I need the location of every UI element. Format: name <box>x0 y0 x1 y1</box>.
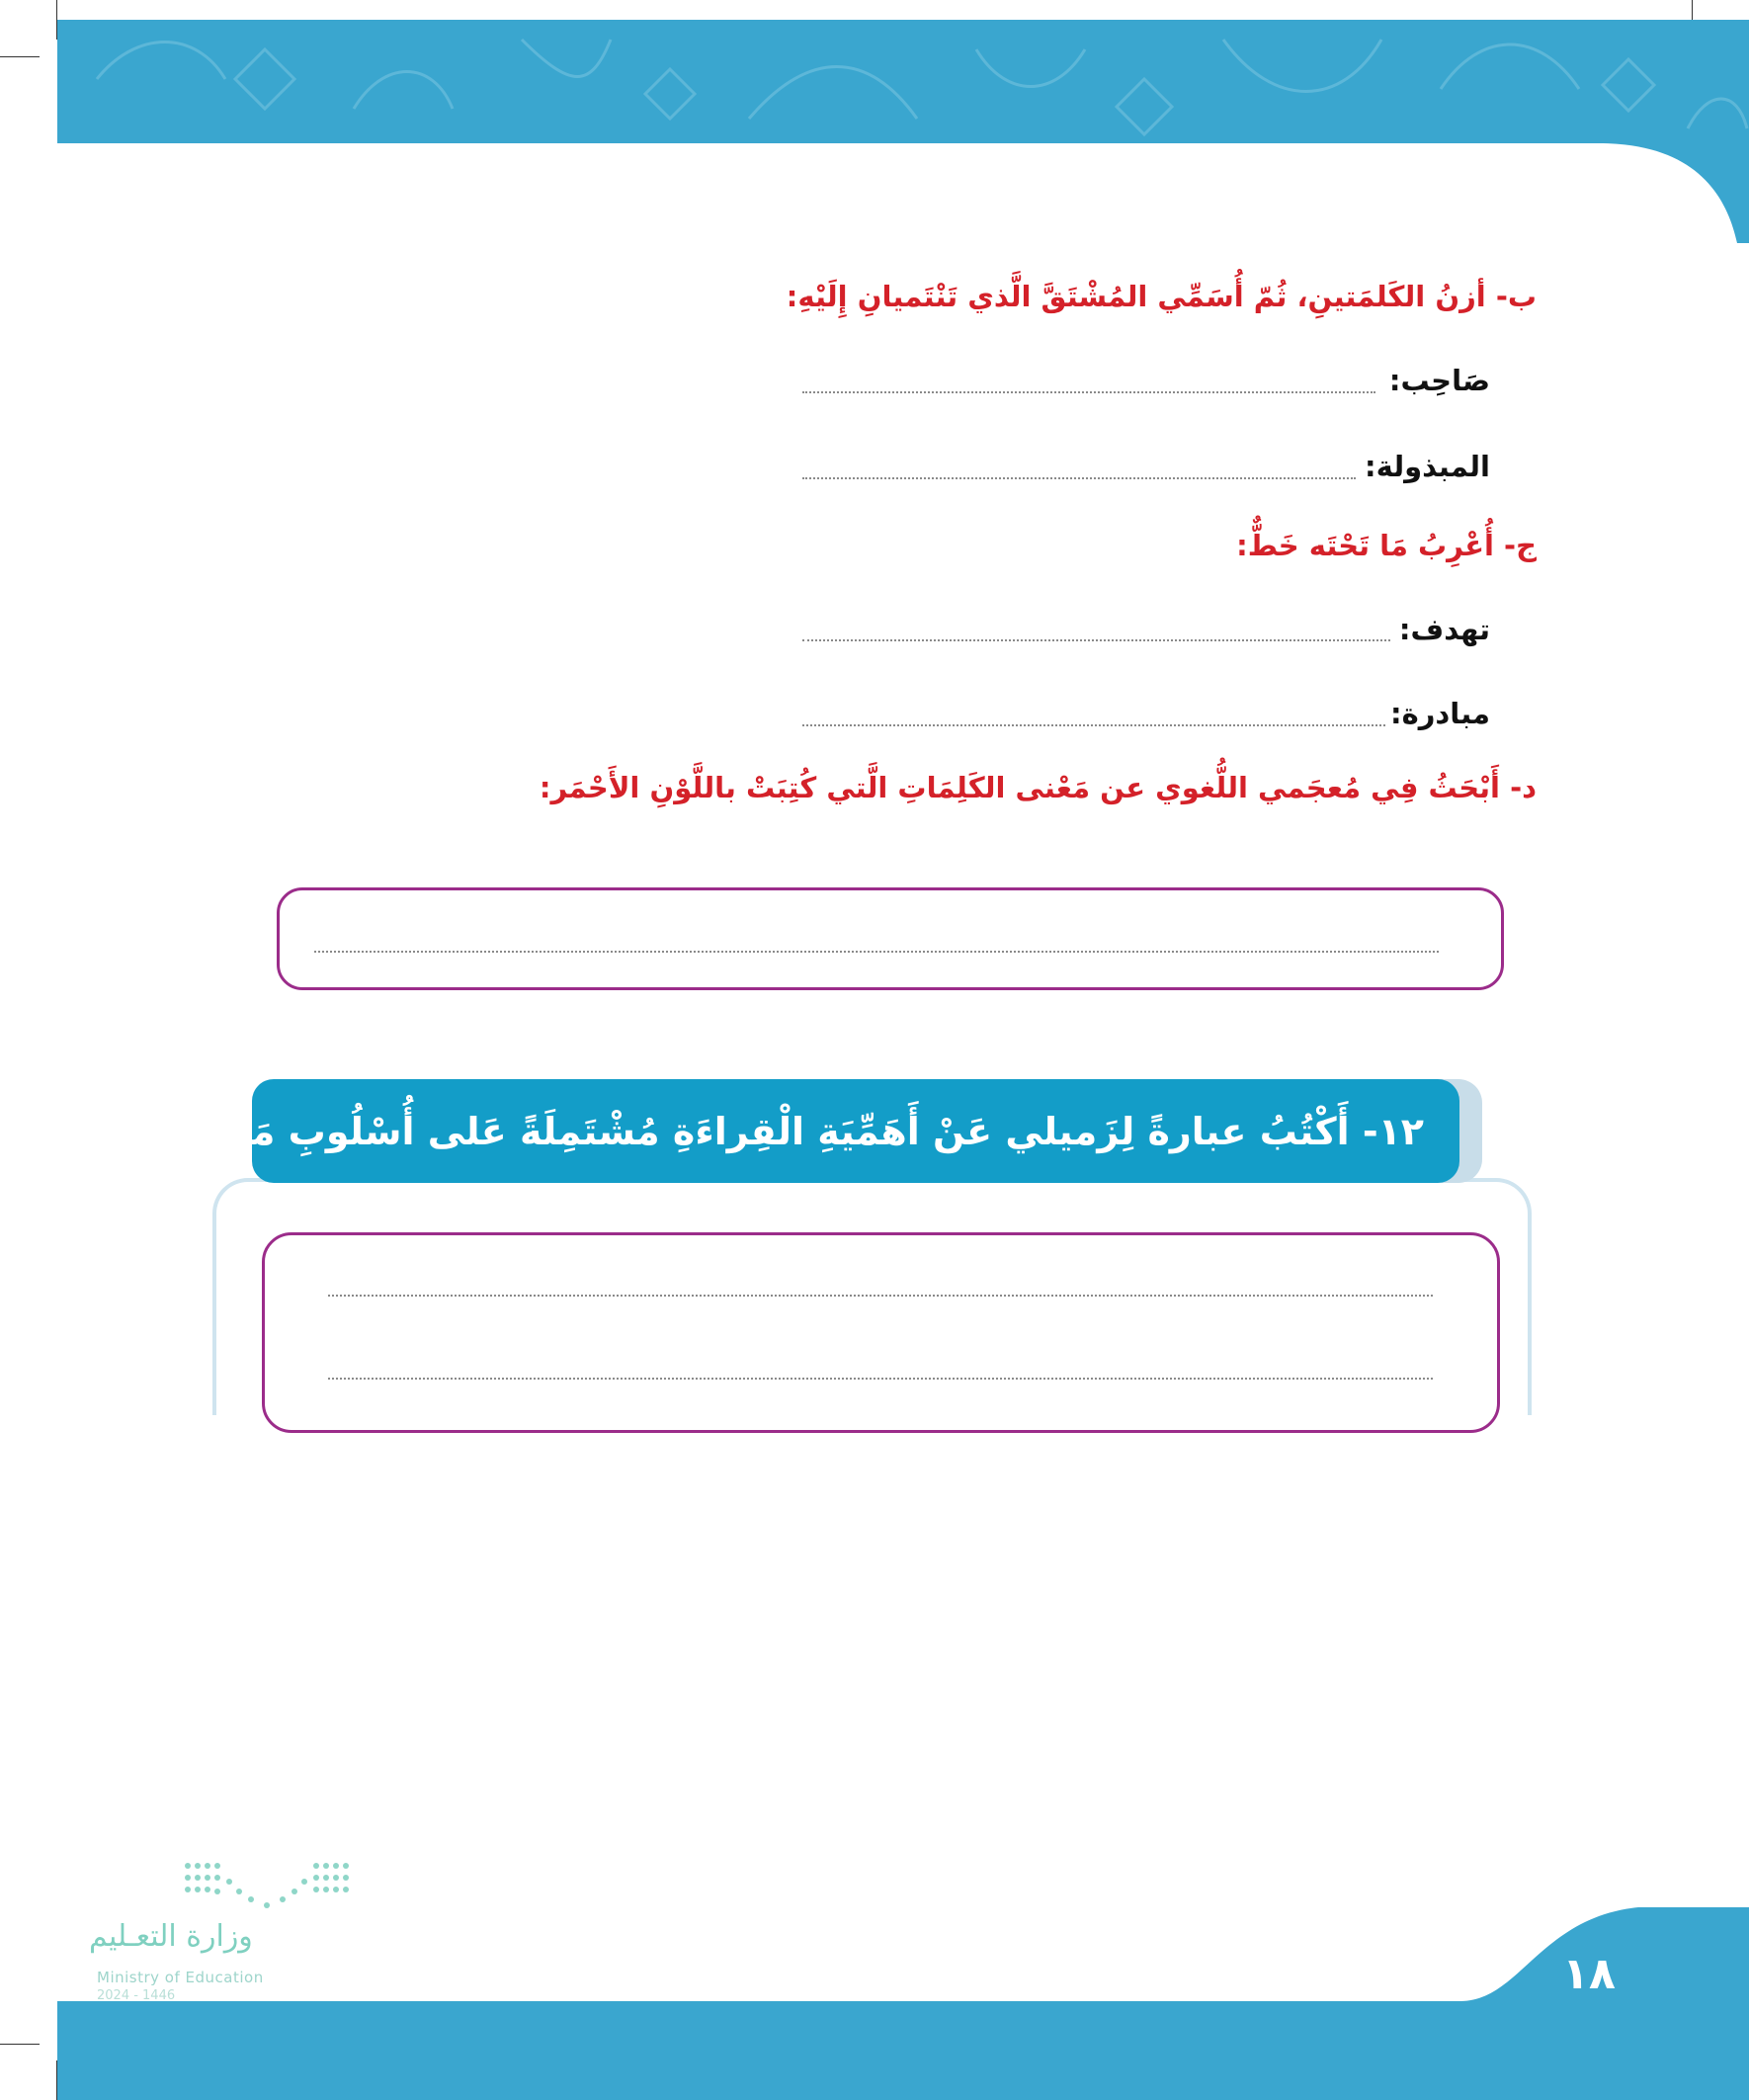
answer-line[interactable] <box>802 639 1390 641</box>
ministry-name-english: Ministry of Education <box>97 1969 264 1986</box>
header-banner <box>57 20 1749 243</box>
answer-line[interactable] <box>802 477 1356 479</box>
item-b-prompt: ب- أزنُ الكَلمَتينِ، ثُمّ أُسَمِّي المُشْتَقَّ الَّذي تَنْتَميانِ إِلَيْهِ: <box>786 280 1537 313</box>
ministry-year: 2024 - 1446 <box>97 1988 176 2003</box>
crop-mark <box>0 56 40 57</box>
answer-box <box>262 1232 1500 1433</box>
answer-line[interactable] <box>802 724 1385 726</box>
answer-line[interactable] <box>314 951 1439 953</box>
answer-line[interactable] <box>328 1378 1433 1380</box>
page-number: ١٨ <box>1562 1949 1616 1999</box>
field-label-saheb: صَاحِب: <box>1388 364 1490 397</box>
question-12-title: ١٢- أَكْتُبُ عبارةً لِزَميلي عَنْ أَهَمِّيَةِ الْقِراءَةِ مُشْتَمِلَةً عَلى أُسْلُوبِ مَدْح. <box>252 1079 1459 1183</box>
crop-mark <box>0 2044 40 2045</box>
answer-line[interactable] <box>802 391 1375 393</box>
item-d-prompt: د- أَبْحَثُ فِي مُعجَمي اللُّغوي عن مَعْنى الكَلِمَاتِ الَّتي كُتِبَتْ باللَّوْنِ الأَحْمَر: <box>539 771 1537 804</box>
answer-box <box>277 887 1504 990</box>
ministry-name-arabic: وزارة التعـليم <box>89 1919 253 1954</box>
field-label-tahdef: تهدف: <box>1398 613 1490 646</box>
field-label-mubadara: مبادرة: <box>1390 697 1490 730</box>
item-c-prompt: ج- أُعْرِبُ مَا تَحْتَه خَطٌّ: <box>1236 529 1537 562</box>
answer-line[interactable] <box>328 1295 1433 1297</box>
footer-banner <box>57 1907 1749 2100</box>
field-label-mabthoula: المبذولة: <box>1365 450 1490 483</box>
ministry-logo-icon <box>178 1858 356 1913</box>
